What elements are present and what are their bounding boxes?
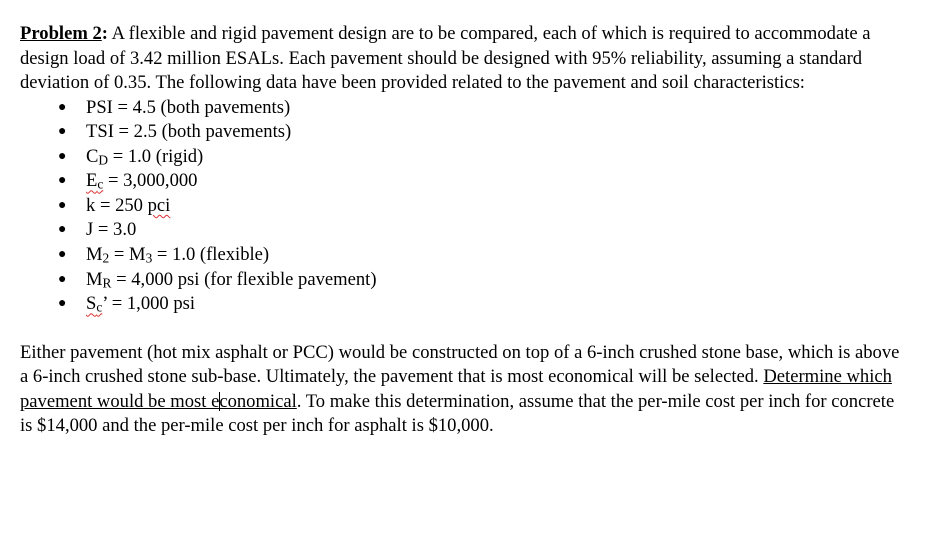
bullet-icon: ● (58, 296, 67, 312)
conclusion-text-part1: Either pavement (hot mix asphalt or PCC) would be constructed on top of a 6-inch crushed stone base, which is above a 6-inch crushed stone sub-base. Ultimately, the pavement that is most economical will be selected. (20, 341, 900, 388)
conclusion-text-part2: . To make this determination, assume that the per-mile cost per inch for concrete is $14,000 and the per-mile cost per inch for asphalt is $10,000. (20, 390, 895, 437)
underlined-instruction-b: conomical (219, 390, 297, 412)
problem-label-colon: : (101, 23, 108, 44)
param-symbol: TSI (86, 121, 114, 143)
bullet-icon: ● (58, 271, 67, 287)
list-item-k (20, 194, 910, 219)
list-item-j (20, 218, 910, 243)
param-subscript: c (97, 176, 104, 192)
spellcheck-flagged-word[interactable]: pci (147, 194, 171, 216)
document-body (20, 22, 910, 439)
spellcheck-flagged-word[interactable] (86, 170, 103, 191)
param-value: = 2.5 (both pavements) (113, 121, 292, 143)
param-symbol: S (86, 293, 97, 315)
list-item-psi (20, 96, 910, 121)
bullet-icon: ● (58, 124, 67, 140)
param-value: = 3.0 (93, 219, 137, 241)
param-value: = M (109, 244, 146, 266)
param-subscript: 2 (102, 250, 110, 266)
paragraph-spacer (20, 317, 910, 341)
bullet-icon: ● (58, 99, 67, 115)
param-symbol: E (86, 170, 98, 192)
bullet-icon: ● (58, 197, 67, 213)
underlined-instruction-a: Determine which pavement would be most e (20, 366, 892, 412)
list-item-m2-m3 (20, 243, 910, 268)
param-symbol: M (86, 268, 103, 290)
param-subscript: R (102, 275, 112, 291)
problem-intro-paragraph (20, 22, 910, 96)
param-symbol: k = 250 (86, 194, 148, 216)
param-subscript: D (98, 152, 109, 168)
bullet-icon: ● (58, 247, 67, 263)
param-value: = 4.5 (both pavements) (112, 96, 291, 118)
conclusion-paragraph[interactable] (20, 341, 910, 439)
param-value: = 1.0 (flexible) (152, 244, 270, 266)
list-item-mr (20, 268, 910, 293)
param-subscript: 3 (145, 250, 153, 266)
param-symbol: C (86, 145, 99, 167)
param-value: = 4,000 psi (for flexible pavement) (111, 268, 377, 290)
list-item-sc (20, 292, 910, 317)
bullet-icon: ● (58, 148, 67, 164)
bullet-icon: ● (58, 173, 67, 189)
list-item-cd (20, 145, 910, 170)
param-value: = 1.0 (rigid) (108, 145, 204, 167)
param-symbol: M (86, 244, 103, 266)
param-value: = 3,000,000 (103, 170, 198, 192)
bullet-icon: ● (58, 222, 67, 238)
param-subscript: c (96, 299, 103, 315)
param-value: ’ = 1,000 psi (102, 293, 196, 315)
list-item-tsi (20, 120, 910, 145)
problem-label: Problem 2 (20, 23, 102, 44)
spellcheck-flagged-word[interactable] (86, 293, 102, 314)
param-symbol: J (86, 219, 94, 241)
param-symbol: PSI (86, 96, 113, 118)
problem-intro-text: A flexible and rigid pavement design are to be compared, each of which is required to accommodate a design load of 3.42 million ESALs. Each pavement should be designed with 95% reliability, assuming a standard deviation of 0.35. The following data have been provided related to the pavement and soil characteristics: (20, 23, 871, 93)
list-item-ec (20, 169, 910, 194)
parameter-list (20, 96, 910, 317)
